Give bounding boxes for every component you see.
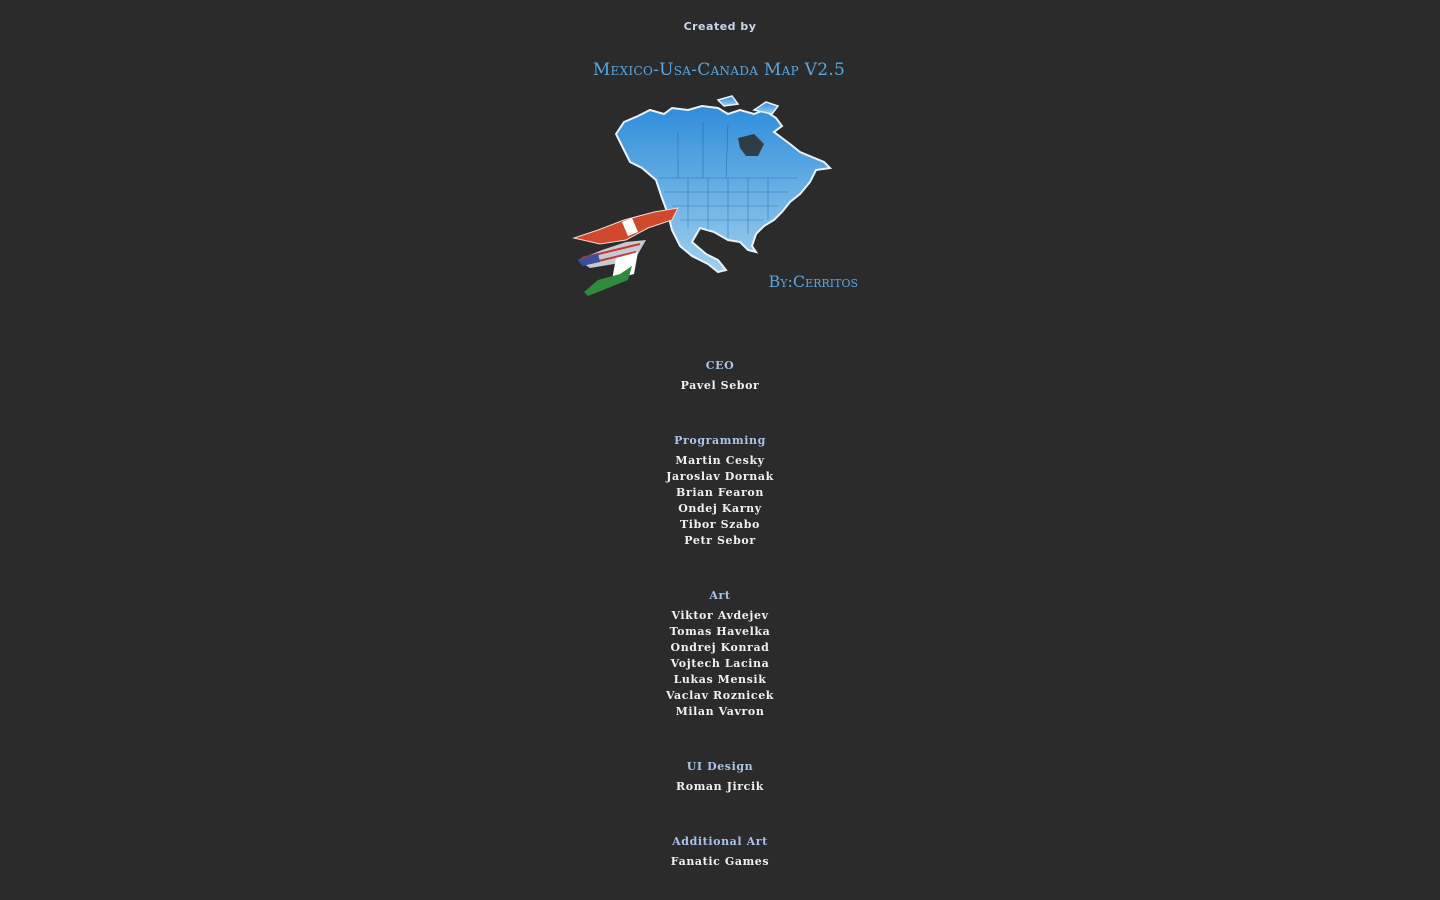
credits-name: Tomas Havelka (669, 625, 771, 638)
logo-title: Mexico-Usa-Canada Map V2.5 (592, 60, 846, 80)
north-america-map-icon (568, 52, 870, 300)
credits-name: Roman Jircik (676, 780, 764, 793)
created-by-label: Created by (683, 20, 757, 33)
logo-byline: By:Cerritos (768, 272, 858, 291)
mod-logo (568, 52, 870, 300)
credits-section (0, 358, 1440, 394)
credits-name: Ondej Karny (678, 502, 762, 515)
credits-name: Lukas Mensik (673, 673, 767, 686)
credits-name: Fanatic Games (670, 855, 770, 868)
credits-name: Brian Fearon (676, 486, 764, 499)
credits-name: Vojtech Lacina (670, 657, 770, 670)
credits-section-title: UI Design (686, 760, 754, 773)
credits-section (0, 834, 1440, 870)
credits-name: Petr Sebor (684, 534, 756, 547)
credits-section-title: CEO (705, 359, 735, 372)
credits-section (0, 759, 1440, 795)
credits-name: Jaroslav Dornak (666, 470, 774, 483)
credits-name: Milan Vavron (675, 705, 765, 718)
credits-section-title: Programming (674, 434, 766, 447)
credits-section (0, 433, 1440, 549)
credits-name: Tibor Szabo (680, 518, 760, 531)
credits-list (0, 358, 1440, 900)
credits-section-title: Art (709, 589, 731, 602)
credits-name: Viktor Avdejev (671, 609, 769, 622)
credits-name: Martin Cesky (675, 454, 765, 467)
credits-name: Ondrej Konrad (670, 641, 770, 654)
credits-name: Pavel Sebor (680, 379, 760, 392)
credits-section-title: Additional Art (672, 835, 768, 848)
credits-section (0, 588, 1440, 720)
credits-name: Vaclav Roznicek (665, 689, 775, 702)
